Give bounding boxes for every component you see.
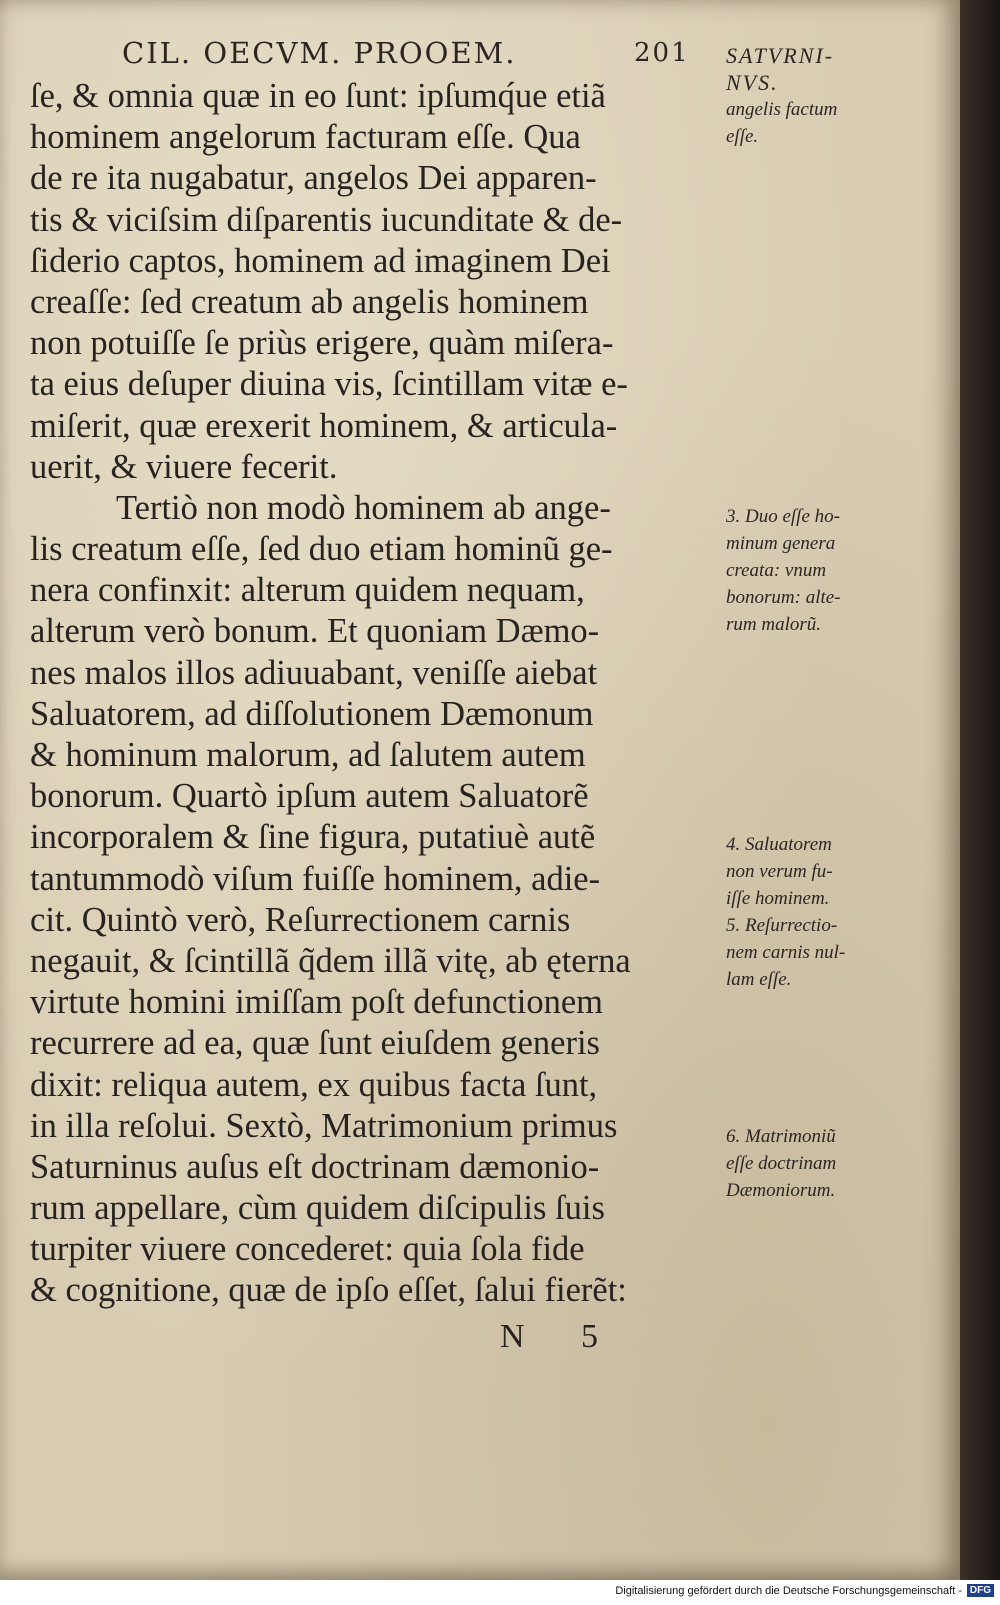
margin-note-line: eſſe doctrinam — [726, 1153, 837, 1174]
margin-note-line: creata: vnum — [726, 560, 827, 581]
text-line: ſe, & omnia quæ in eo ſunt: ipſumq́ue etiã — [30, 77, 606, 115]
running-head: CIL. OECVM. PROOEM. — [122, 36, 517, 70]
text-line: uerit, & viuere fecerit. — [30, 447, 338, 486]
text-line: rum appellare, cùm quidem diſcipulis ſuis — [30, 1189, 605, 1228]
text-line: ſiderio captos, hominem ad imaginem Dei — [30, 241, 611, 280]
text-line: & cognitione, quæ de ipſo eſſet, ſalui fierẽt: — [30, 1271, 627, 1310]
text-line: Saluatorem, ad diſſolutionem Dæmonum — [30, 694, 594, 733]
text-line: cit. Quintò verò, Reſurrectionem carnis — [30, 900, 571, 939]
text-line: lis creatum eſſe, ſed duo etiam hominũ ge- — [30, 530, 613, 569]
main-text-block — [30, 76, 720, 1312]
text-line: bonorum. Quartò ipſum autem Saluatorẽ — [30, 777, 589, 816]
text-line: tis & viciſsim diſparentis iucunditate & de- — [30, 200, 623, 239]
dfg-logo: DFG — [967, 1584, 994, 1597]
margin-note-saturninus — [726, 42, 906, 150]
text-line: alterum verò bonum. Et quoniam Dæmo- — [30, 612, 600, 651]
footer-bar — [0, 1580, 1000, 1605]
margin-note-line: iſſe hominem. — [726, 888, 830, 909]
text-line: Tertiò non modò hominem ab ange- — [116, 488, 611, 527]
text-line: tantummodò viſum fuiſſe hominem, adie- — [30, 859, 601, 898]
text-line: virtute homini imiſſam poſt defunctionem — [30, 983, 603, 1022]
margin-note-line: Dæmoniorum. — [726, 1180, 836, 1201]
text-line: incorporalem & ſine figura, putatiuè autẽ — [30, 818, 596, 857]
text-line: nera confinxit: alterum quidem nequam, — [30, 571, 585, 610]
footer-credit: Digitalisierung gefördert durch die Deutsche Forschungsgemeinschaft - — [615, 1585, 962, 1597]
text-line: ta eius deſuper diuina vis, ſcintillam vitæ e- — [30, 365, 628, 404]
margin-note-matrimonium — [726, 1123, 906, 1204]
margin-note-line: non verum fu- — [726, 861, 833, 882]
page-number: 201 — [634, 38, 690, 68]
margin-note-line: bonorum: alte- — [726, 587, 841, 608]
margin-note-line: 4. Saluatorem — [726, 834, 832, 855]
margin-note-line: SATVRNI- — [726, 43, 835, 68]
text-line: creaſſe: ſed creatum ab angelis hominem — [30, 282, 589, 321]
margin-note-two-genera — [726, 503, 906, 638]
margin-note-line: 3. Duo eſſe ho- — [726, 506, 840, 527]
margin-note-line: angelis factum — [726, 99, 838, 120]
margin-note-line: eſſe. — [726, 126, 759, 147]
page-edge-shadow — [960, 0, 1000, 1580]
text-line: Saturninus auſus eſt doctrinam dæmonio- — [30, 1147, 600, 1186]
margin-note-line: lam eſſe. — [726, 969, 792, 990]
text-line: miſerit, quæ erexerit hominem, & articula- — [30, 406, 618, 445]
text-line: dixit: reliqua autem, ex quibus facta ſunt, — [30, 1065, 598, 1104]
margin-note-line: nem carnis nul- — [726, 942, 846, 963]
text-line: & hominum malorum, ad ſalutem autem — [30, 736, 586, 774]
margin-note-line: NVS. — [726, 70, 779, 95]
text-line: nes malos illos adiuuabant, veniſſe aiebat — [30, 653, 598, 692]
margin-note-line: rum malorũ. — [726, 614, 822, 635]
catchword: N 5 — [500, 1318, 623, 1355]
text-line: in illa reſolui. Sextò, Matrimonium primus — [30, 1106, 618, 1145]
margin-note-line: minum genera — [726, 533, 836, 554]
margin-note-line: 6. Matrimoniũ — [726, 1126, 836, 1147]
text-line: recurrere ad ea, quæ ſunt eiuſdem generis — [30, 1024, 600, 1063]
margin-note-line: 5. Reſurrectio- — [726, 915, 838, 936]
text-line: hominem angelorum facturam eſſe. Qua — [30, 118, 581, 157]
margin-note-saluator — [726, 831, 906, 993]
text-line: turpiter viuere concederet: quia ſola fide — [30, 1230, 585, 1269]
text-line: de re ita nugabatur, angelos Dei apparen- — [30, 159, 597, 198]
text-line: negauit, & ſcintillã q̃dem illã vitę, ab ęterna — [30, 941, 631, 980]
text-line: non potuiſſe ſe priùs erigere, quàm miſera- — [30, 324, 614, 363]
